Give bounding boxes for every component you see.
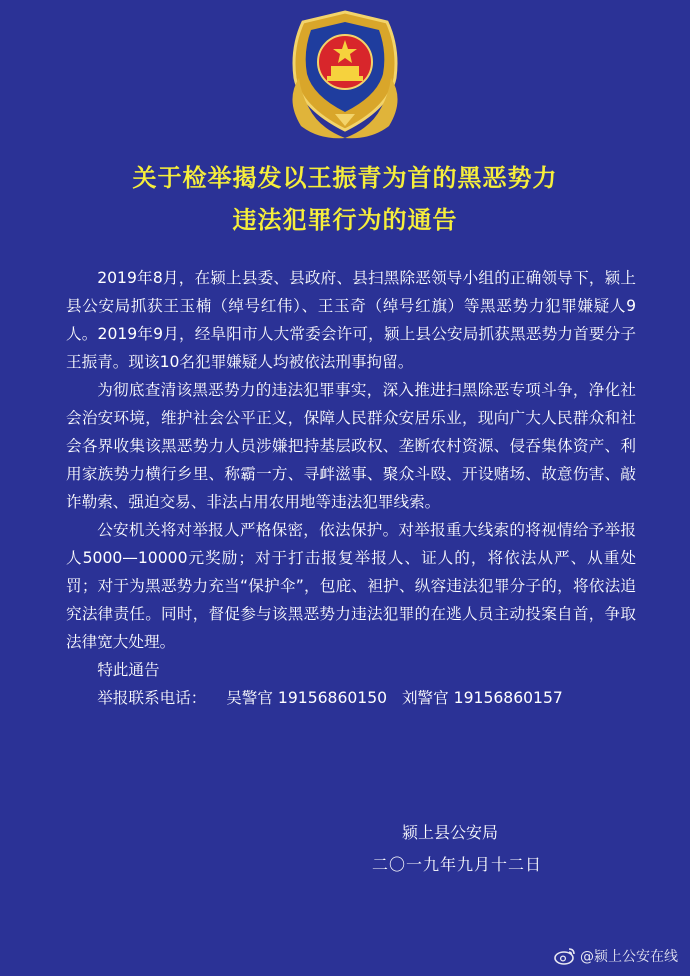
issuer-name: 颍上县公安局 [402, 823, 499, 842]
paragraph-arrest: 2019年8月，在颍上县委、县政府、县扫黑除恶领导小组的正确领导下，颍上县公安局抓获王玉楠（绰号红伟）、王玉奇（绰号红旗）等黑恶势力犯罪嫌疑人9人。2019年9月，经阜阳市人大常委会许可，颍上县公安局抓获黑恶势力首要分子王振青。现该10名犯罪嫌疑人均被依法刑事拘留。 [66, 269, 636, 371]
notice-body [66, 264, 636, 712]
watermark-text: @颍上公安在线 [580, 949, 678, 965]
paragraph-protection-reward: 公安机关将对举报人严格保密，依法保护。对举报重大线索的将视情给予举报人5000—10000元奖励；对于打击报复举报人、证人的，将依法从严、从重处罚；对于为黑恶势力充当“保护伞”，包庇、袒护、纵容违法犯罪分子的，将依法追究法律责任。同时，督促参与该黑恶势力违法犯罪的在逃人员主动投案自首，争取法律宽大处理。 [66, 521, 636, 651]
weibo-icon [554, 947, 576, 965]
contact-officer-wu: 吴警官 19156860150 [226, 689, 388, 707]
weibo-watermark [554, 946, 678, 966]
contact-officer-liu: 刘警官 19156860157 [401, 689, 563, 707]
contact-label: 举报联系电话： [97, 689, 207, 707]
police-emblem-icon [279, 8, 411, 144]
closing-text: 特此通告 [97, 661, 160, 679]
issue-date: 二〇一九年九月十二日 [372, 855, 543, 874]
paragraph-collect-clues: 为彻底查清该黑恶势力的违法犯罪事实，深入推进扫黑除恶专项斗争，净化社会治安环境，维护社会公平正义，保障人民群众安居乐业，现向广大人民群众和社会各界收集该黑恶势力人员涉嫌把持基层政权、垄断农村资源、侵吞集体资产、利用家族势力横行乡里、称霸一方、寻衅滋事、聚众斗殴、开设赌场、故意伤害、敲诈勒索、强迫交易、非法占用农用地等违法犯罪线索。 [66, 381, 636, 511]
notice-title-line1: 关于检举揭发以王振青为首的黑恶势力 [132, 164, 558, 192]
contact-row [66, 684, 636, 712]
notice-title-line2: 违法犯罪行为的通告 [232, 206, 458, 234]
